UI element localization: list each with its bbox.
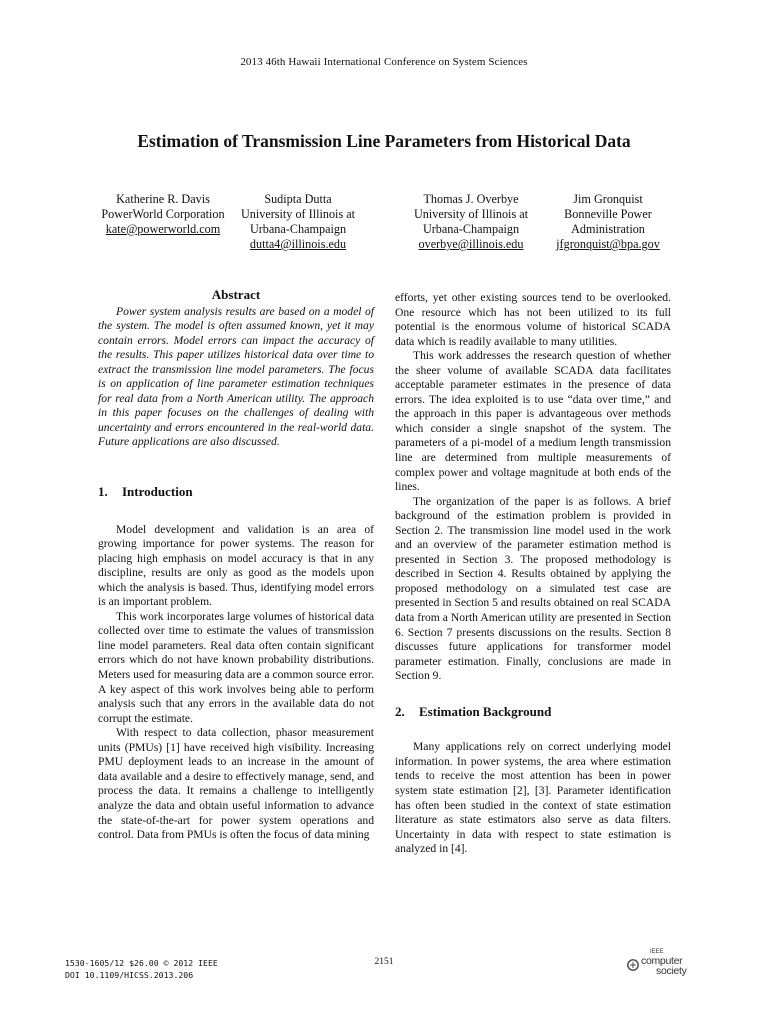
section-title: Estimation Background [419,703,552,719]
section-number: 1. [98,484,108,500]
author-email[interactable]: kate@powerworld.com [105,222,221,236]
section-number: 2. [395,703,405,719]
paragraph: With respect to data collection, phasor measurement units (PMUs) [1] have received high visibility. Increasing PMU deployment leads to an increase in the amount of data available and a desire to effectively manage, send, and process the data. It remains a challenge to intelligently analyze the data and obtain useful information to advance the state-of-the-art for power system operations and control. Data from PMUs is often the focus of data mining [98,726,374,842]
abstract-heading: Abstract [211,287,261,302]
author-email[interactable]: dutta4@illinois.edu [249,237,347,251]
author-affiliation: Urbana-Champaign [422,222,520,236]
author-affiliation: Urbana-Champaign [249,222,347,236]
paragraph: This work addresses the research question of whether the sheer volume of available SCADA data facilitates acceptable parameter estimates in the presence of data errors. The idea exploited is to use “data over time,” and the approach in this paper is advantageous over methods which consider a single snapshot of the system. The parameters of a pi-model of a medium length transmission line are determined from multiple measurements of complex power and voltage magnitude at both ends of the lines. [395,349,671,494]
section-title: Introduction [122,484,193,500]
author-block [78,192,690,258]
paragraph: The organization of the paper is as follows. A brief background of the estimation problem is provided in Section 2. The transmission line model used in the work and an overview of the parameter estimation method is presented in Section 3. The proposed methodology is described in Section 4. Results obtained by applying the proposed methodology on a simulated test case are presented in Section 5 and results obtained on real SCADA data from a North American utility are presented in Section 6. Section 7 presents discussions on the results. Section 8 discusses future applications for transformer model parameter estimation. Finally, conclusions are made in Section 9. [395,494,671,683]
author-name: Thomas J. Overbye [423,192,519,206]
paper-title: Estimation of Transmission Line Parameters from Historical Data [137,131,631,151]
left-column [98,288,374,843]
author-name: Katherine R. Davis [116,192,210,206]
paragraph: efforts, yet other existing sources tend to be overlooked. One resource which has not been utilized to its full potential is the enormous volume of historical SCADA data which is readily available to many utilities. [395,291,671,348]
paragraph: Many applications rely on correct underlying model information. In power systems, the area where estimation tends to receive the most attention has been in power system state estimation [2], [3]. Parameter identification has often been studied in the context of state estimation literature as state estimators also serve as data filters. Uncertainty in data with respect to state estimation is analyzed in [4]. [395,740,671,856]
right-column [395,291,671,857]
page-number: 2151 [374,957,394,967]
section-heading-introduction [98,485,374,500]
computer-society-logo-icon [626,957,642,973]
abstract-text: Power system analysis results are based on a model of the system. The model is often assumed known, yet it may contain errors. Model errors can impact the accuracy of the results. This paper utilizes historical data over time to extract the transmission line model parameters. The focus is on application of line parameter estimation techniques for real data from a North American utility. The approach in this paper focuses on the challenges of dealing with uncertainty and errors encountered in the real-world data. Future applications are also discussed. [98,304,374,449]
author-affiliation: University of Illinois at [240,207,356,221]
conference-header: 2013 46th Hawaii International Conference on System Sciences [240,56,528,68]
footer-doi-line: DOI 10.1109/HICSS.2013.206 [65,970,194,980]
author-name: Jim Gronquist [573,192,643,206]
author-affiliation: Bonneville Power [564,207,652,221]
author-email[interactable]: overbye@illinois.edu [418,237,524,251]
author-affiliation: PowerWorld Corporation [101,207,225,221]
logo-line-society: society [656,965,687,977]
paragraph: This work incorporates large volumes of historical data collected over time to estimate the values of transmission line model parameters. Real data often contain significant errors which do not have known probability distributions. Meters used for measuring data are a common source error. A key aspect of this work involves being able to perform analysis such that any errors in the available data do not corrupt the estimate. [98,609,374,725]
logo-ieee-text: IEEE [650,949,664,955]
author-name: Sudipta Dutta [264,192,332,206]
author-dutta [213,192,383,252]
ieee-computer-society-logo [626,949,696,981]
section-heading-estimation-background [395,705,671,720]
footer-price-line: 1530-1605/12 $26.00 © 2012 IEEE [65,958,218,968]
author-affiliation: Administration [571,222,645,236]
author-gronquist [523,192,693,252]
author-affiliation: University of Illinois at [413,207,529,221]
author-email[interactable]: jfgronquist@bpa.gov [556,237,660,251]
paragraph: Model development and validation is an area of growing importance for power systems. The reason for placing high emphasis on model accuracy is that in any discipline, results are only as good as the models upon which the analysis is based. Thus, identifying model errors is an important problem. [98,522,374,609]
logo-line-computer: computer [641,955,683,967]
